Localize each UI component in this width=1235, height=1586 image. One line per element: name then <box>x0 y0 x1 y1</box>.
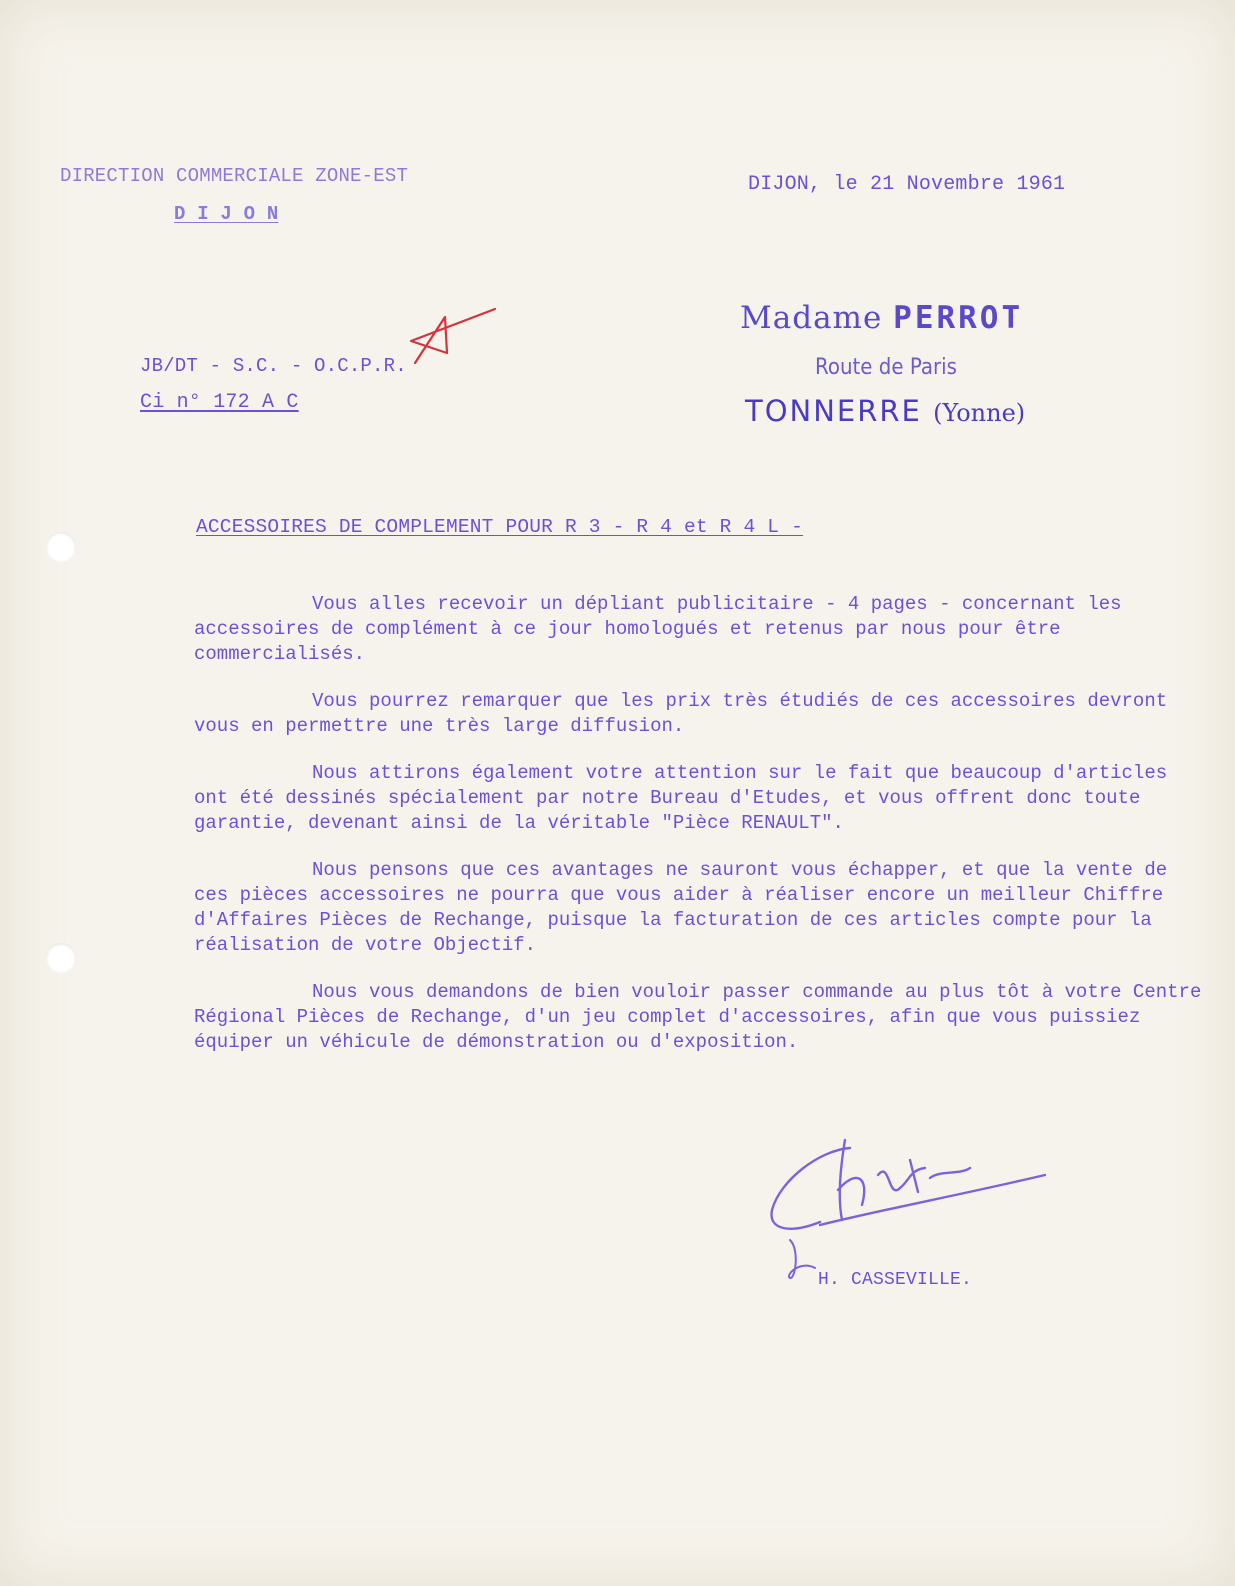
recipient-city-line <box>745 394 1025 428</box>
reference-line-2: Ci n° 172 A C <box>140 391 299 414</box>
header-city: D I J O N <box>174 203 279 225</box>
paragraph: Nous pensons que ces avantages ne sauront vous échapper, et que la vente de ces pièces accessoires ne pourra que vous aider à réaliser encore un meilleur Chiffre d'Affaires Pièces de Rechange, puisque la facturation de ces articles compte pour la réalisation de votre Objectif. <box>194 859 1168 956</box>
letter-body <box>194 592 1204 1077</box>
recipient-prefix: Madame <box>740 300 883 336</box>
paragraph: Nous attirons également votre attention sur le fait que beaucoup d'articles ont été dessinés spécialement par notre Bureau d'Etudes, et vous offrent donc toute garantie, devenant ainsi de la véritable "Pièce RENAULT". <box>194 762 1168 834</box>
paragraph: Vous alles recevoir un dépliant publicitaire - 4 pages - concernant les accessoires de complément à ce jour homologués et retenus par nous pour être commercialisés. <box>194 593 1122 665</box>
recipient-street: Route de Paris <box>815 355 957 380</box>
punch-hole-bottom <box>46 943 76 973</box>
recipient-surname: PERROT <box>893 300 1024 336</box>
signatory-name: H. CASSEVILLE. <box>818 1270 973 1290</box>
paragraph: Nous vous demandons de bien vouloir passer commande au plus tôt à votre Centre Régional Pièces de Rechange, d'un jeu complet d'accessoires, afin que vous puissiez équiper un véhicule de démonstration ou d'exposition. <box>194 981 1202 1053</box>
recipient-region: (Yonne) <box>933 399 1026 427</box>
reference-line-1: JB/DT - S.C. - O.C.P.R. <box>140 355 407 377</box>
punch-hole-top <box>46 532 76 562</box>
paragraph: Vous pourrez remarquer que les prix très étudiés de ces accessoires devront vous en permettre une très large diffusion. <box>194 690 1168 737</box>
recipient-city: TONNERRE <box>745 394 922 428</box>
header-direction: DIRECTION COMMERCIALE ZONE-EST <box>60 165 409 187</box>
recipient-name <box>740 300 1023 336</box>
red-star-mark <box>405 305 505 375</box>
letter-subject: ACCESSOIRES DE COMPLEMENT POUR R 3 - R 4 et R 4 L - <box>196 516 803 538</box>
handwritten-signature <box>760 1130 1060 1280</box>
letter-date: DIJON, le 21 Novembre 1961 <box>748 173 1066 196</box>
